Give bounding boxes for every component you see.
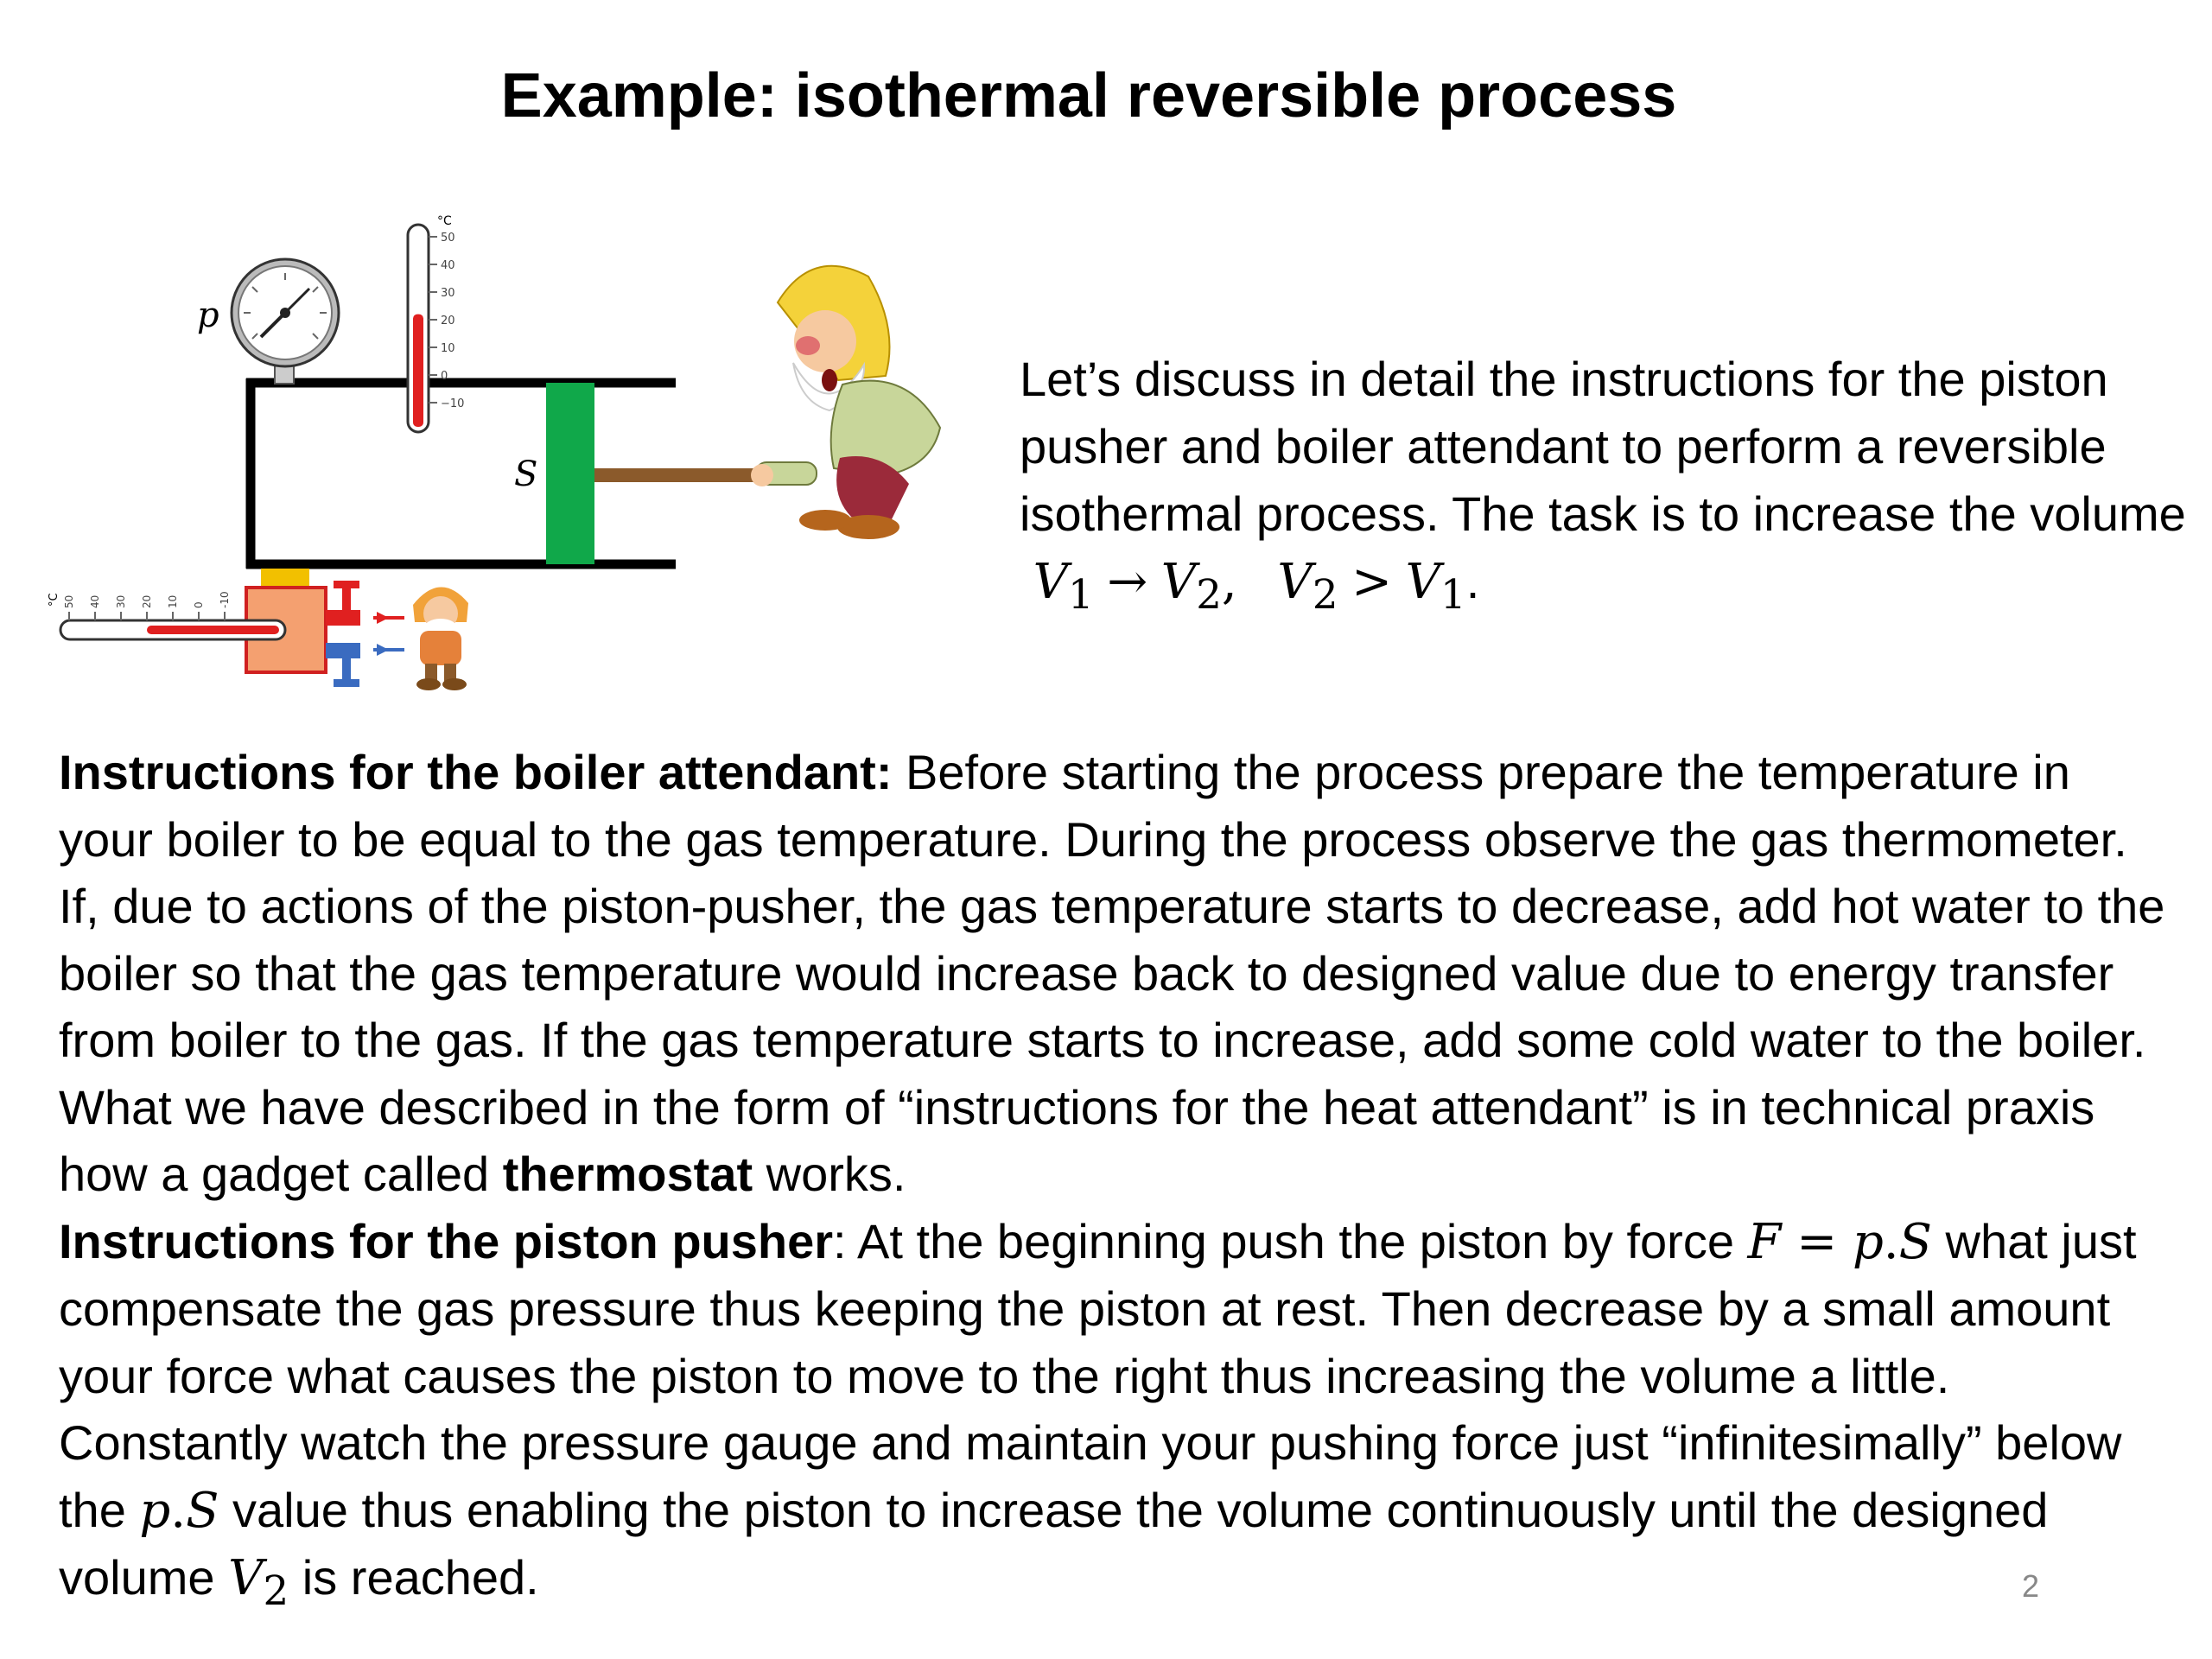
boiler-thermometer-tick-label: 10 <box>167 594 179 608</box>
piston-instructions-heading: Instructions for the piston pusher <box>59 1213 834 1268</box>
gas-thermometer-mercury <box>413 315 423 427</box>
boiler-thermometer-mercury <box>147 626 279 634</box>
math-dot: . <box>1883 1213 1899 1270</box>
gas-thermometer-tick-label: 30 <box>441 287 455 300</box>
math-v: V <box>1033 554 1069 610</box>
heat-plate <box>261 569 309 588</box>
boiler-instructions-heading: Instructions for the boiler attendant: <box>59 745 893 799</box>
math-s: S <box>186 1482 219 1539</box>
math-sub: 1 <box>1440 572 1466 620</box>
instructions-body <box>59 739 2167 1626</box>
thermostat-term: thermostat <box>502 1147 753 1201</box>
gas-thermometer-tick-label: 20 <box>441 315 455 327</box>
math-gt: > <box>1351 554 1393 610</box>
math-period: . <box>1465 554 1480 608</box>
boiler-thermometer-tick-label: 0 <box>193 601 205 608</box>
pressure-gauge-icon <box>232 259 339 384</box>
boiler-attendant-figure-icon <box>413 587 468 690</box>
intro-paragraph <box>1020 346 2203 629</box>
piston-instructions-lead: : At the beginning push the piston by force <box>833 1213 1748 1268</box>
piston-rod <box>594 468 759 482</box>
boiler-thermometer-tick-label: 50 <box>63 594 75 608</box>
piston-instructions-text-b: value thus enabling the piston to increase the volume continuously until the designed volume <box>59 1482 2049 1605</box>
gas-thermometer-tick-label: 40 <box>441 259 455 272</box>
math-sub: 2 <box>263 1568 289 1616</box>
piston-cylinder-diagram <box>35 199 968 700</box>
math-v: V <box>1160 554 1197 610</box>
piston-instructions-text-a: what just compensate the gas pressure thus keeping the piston at rest. Then decrease by a small amount your force what causes the piston to move to the right thus increasing the volume a little. Constantly watch the pressure gauge and maintain your pushing force just “infinitesimally” below the <box>59 1213 2137 1537</box>
boiler-instructions <box>59 739 2167 1208</box>
math-v: V <box>1405 554 1441 610</box>
area-label: S <box>514 454 538 494</box>
math-arrow: → <box>1107 554 1148 610</box>
hot-water-valve <box>326 581 404 626</box>
math-p: p <box>1852 1213 1884 1270</box>
boiler-thermometer-tick-label: 40 <box>89 594 101 608</box>
math-f: F <box>1747 1213 1782 1270</box>
math-eq: = <box>1781 1213 1853 1270</box>
math-v: V <box>1277 554 1313 610</box>
math-comma: , <box>1221 554 1237 610</box>
gas-thermometer-tick-label: 0 <box>441 370 448 383</box>
boiler-thermometer-tick-label: -10 <box>219 591 231 608</box>
pressure-label: p <box>197 296 219 335</box>
slide-title: Example: isothermal reversible process <box>500 61 1677 130</box>
math-sub: 1 <box>1068 572 1094 620</box>
piston-instructions <box>59 1208 2167 1626</box>
math-s: S <box>1898 1213 1932 1270</box>
boiler-instructions-end: works. <box>753 1147 906 1201</box>
math-sub: 2 <box>1196 572 1222 620</box>
gas-thermometer <box>408 214 464 432</box>
gas-thermometer-tick-label: 50 <box>441 232 455 245</box>
gas-thermometer-unit: °C <box>437 214 452 228</box>
boiler-thermometer-tick-label: 30 <box>115 594 127 608</box>
gas-thermometer-tick-label: 10 <box>441 342 455 355</box>
boiler-thermometer-tick-label: 20 <box>141 594 153 608</box>
slide-number: 2 <box>2022 1568 2040 1604</box>
intro-text: Let’s discuss in detail the instructions for the piston pusher and boiler attendant to perform a reversible isothermal process. The task is to increase the volume <box>1020 352 2186 541</box>
piston <box>546 383 594 564</box>
boiler-thermometer-unit: °C <box>48 593 60 607</box>
math-dot: . <box>170 1482 187 1539</box>
boiler-thermometer-scale <box>63 591 231 620</box>
math-p: p <box>139 1482 171 1539</box>
piston-instructions-text-c: is reached. <box>289 1550 539 1605</box>
cold-water-valve <box>326 643 404 687</box>
gas-thermometer-tick-label: −10 <box>441 397 465 410</box>
piston-pusher-figure-icon <box>751 266 940 539</box>
boiler-instructions-text: Before starting the process prepare the temperature in your boiler to be equal to the gas temperature. During the process observe the gas thermometer. If, due to actions of the piston-pusher, the gas temperature starts to decrease, add hot water to the boiler so that the gas temperature would increase back to designed value due to energy transfer from boiler to the gas. If the gas temperature starts to increase, add some cold water to the boiler. What we have described in the form of “instructions for the heat attendant” is in technical praxis how a gadget called <box>59 745 2165 1201</box>
math-sub: 2 <box>1312 572 1338 620</box>
math-v: V <box>228 1550 264 1606</box>
